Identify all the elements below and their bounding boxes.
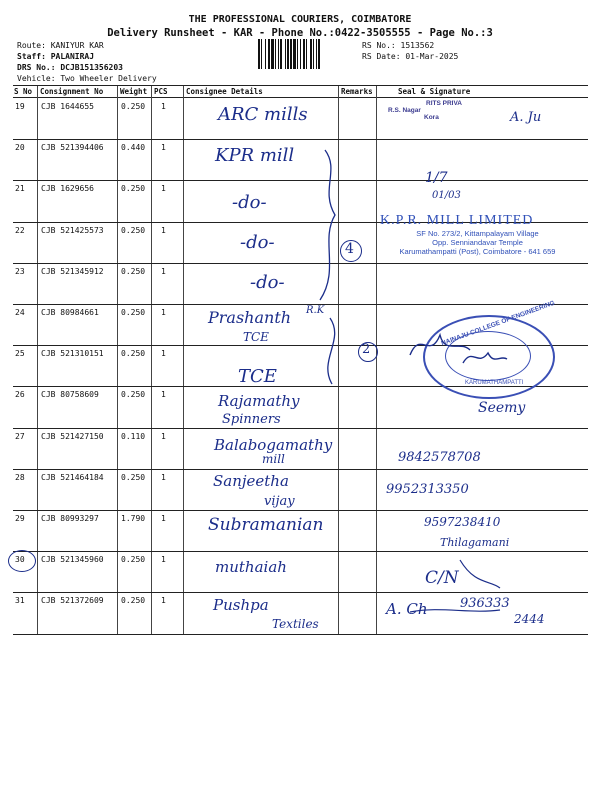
- signature-29-phone: 9597238410: [424, 515, 501, 529]
- row-sno: 20: [15, 143, 25, 153]
- col-header-consignee: Consignee Details: [186, 87, 263, 96]
- handwritten-consignee: -do-: [250, 272, 285, 293]
- handwritten-consignee: TCE: [238, 366, 277, 387]
- handwritten-consignee: -do-: [240, 232, 275, 253]
- signature-29: Thilagamani: [440, 536, 510, 549]
- row-weight: 1.790: [121, 514, 146, 523]
- col-header-signature: Seal & Signature: [398, 87, 471, 96]
- row-sno: 19: [15, 102, 25, 111]
- row-sno: 25: [15, 349, 25, 359]
- handwritten-consignee: ARC mills: [218, 104, 308, 125]
- row-pcs: 1: [161, 225, 166, 235]
- bracket-mark: [320, 150, 335, 300]
- row-consignment-no: CJB 80984661: [41, 308, 99, 317]
- row-30-circle: [8, 550, 36, 572]
- row-sno: 24: [15, 308, 25, 317]
- bracket-mark: [328, 318, 335, 384]
- handwritten-consignee: vijay: [264, 494, 295, 509]
- row-weight: 0.250: [121, 472, 146, 482]
- handwritten-consignee: mill: [262, 452, 285, 466]
- signature-26: Seemy: [478, 400, 526, 416]
- runsheet-title: Delivery Runsheet - KAR - Phone No.:0422-3505555 - Page No.:3: [107, 27, 493, 39]
- row-consignment-no: CJB 521345960: [41, 555, 104, 565]
- signature-25: [460, 345, 510, 370]
- handwritten-consignee: R.K: [306, 305, 325, 316]
- row-consignment-no: CJB 521464184: [41, 472, 104, 482]
- handwritten-consignee: Prashanth: [208, 308, 292, 327]
- route-label: Route: KANIYUR KAR: [17, 41, 104, 50]
- row-weight: 0.250: [121, 349, 146, 359]
- row-consignment-no: CJB 80993297: [41, 514, 99, 523]
- signature-28: 9952313350: [386, 482, 469, 497]
- col-header-sno: S No: [14, 87, 33, 96]
- row-sno: 27: [15, 431, 25, 441]
- row-sno: 30: [15, 555, 25, 565]
- handwritten-consignee: Subramanian: [208, 515, 324, 535]
- row-pcs: 1: [161, 102, 166, 111]
- row-consignment-no: CJB 521372609: [41, 596, 104, 606]
- company-stamp-top: RITS PRIVA R.S. Nagar Kora: [388, 100, 462, 121]
- row-weight: 0.250: [121, 308, 146, 317]
- row-weight: 0.250: [121, 225, 146, 235]
- signature-31-phone: 936333: [460, 596, 510, 611]
- row-pcs: 1: [161, 349, 166, 359]
- row-sno: 22: [15, 225, 25, 235]
- row-consignment-no: CJB 80758609: [41, 390, 99, 400]
- col-header-weight: Weight: [120, 87, 148, 96]
- seal-text: KARUMATHAMPATTI: [465, 380, 524, 386]
- row-sno: 31: [15, 596, 25, 606]
- signature-21-date: 01/03: [432, 190, 461, 201]
- handwritten-consignee: Textiles: [272, 617, 319, 631]
- signature-stroke: [460, 560, 500, 588]
- row-pcs: 1: [161, 555, 166, 565]
- row-consignment-no: CJB 1629656: [41, 184, 94, 194]
- signature-27: 9842578708: [398, 450, 481, 465]
- row-weight: 0.250: [121, 596, 146, 606]
- handwritten-consignee: TCE: [243, 330, 269, 344]
- handwritten-consignee: Balabogamathy: [214, 436, 333, 454]
- signature-30: C/N: [425, 568, 459, 588]
- row-consignment-no: CJB 521427150: [41, 431, 104, 441]
- col-header-consignment: Consignment No: [40, 87, 104, 96]
- row-sno: 23: [15, 266, 25, 276]
- row-pcs: 1: [161, 514, 166, 523]
- company-title: THE PROFESSIONAL COURIERS, COIMBATORE: [188, 14, 412, 25]
- row-pcs: 1: [161, 390, 166, 400]
- row-pcs: 1: [161, 184, 166, 194]
- rs-no-label: RS No.: 1513562: [362, 41, 435, 50]
- rs-date-label: RS Date: 01-Mar-2025: [362, 52, 459, 61]
- row-consignment-no: CJB 521394406: [41, 143, 104, 153]
- row-pcs: 1: [161, 308, 166, 317]
- row-pcs: 1: [161, 143, 166, 153]
- row-sno: 28: [15, 472, 25, 482]
- handwritten-consignee: Rajamathy: [218, 392, 300, 410]
- row-weight: 0.250: [121, 184, 146, 194]
- remark-number: 2: [362, 342, 371, 357]
- row-sno: 21: [15, 184, 25, 194]
- row-weight: 0.250: [121, 390, 146, 400]
- signature-21: 1/7: [425, 170, 448, 186]
- signature-31-phone-end: 2444: [514, 612, 545, 626]
- row-weight: 0.250: [121, 555, 146, 565]
- col-header-pcs: PCS: [154, 87, 168, 96]
- col-header-remarks: Remarks: [341, 87, 373, 96]
- row-consignment-no: CJB 521310151: [41, 349, 104, 359]
- row-consignment-no: CJB 521425573: [41, 225, 104, 235]
- row-sno: 26: [15, 390, 25, 400]
- kpr-mill-stamp: K.P.R. MILL LIMITED SF No. 273/2, Kittampalayam Village Opp. Senniandavar Temple Karumathampatti (Post), Coimbatore - 641 659: [380, 213, 556, 256]
- row-consignment-no: CJB 1644655: [41, 102, 94, 111]
- row-weight: 0.250: [121, 266, 146, 276]
- seal-text: NAINAJU COLLEGE OF ENGINEERING: [440, 299, 556, 348]
- row-weight: 0.110: [121, 431, 146, 441]
- row-consignment-no: CJB 521345912: [41, 266, 104, 276]
- staff-label: Staff: PALANIRAJ: [17, 52, 95, 61]
- row-pcs: 1: [161, 431, 166, 441]
- handwritten-consignee: -do-: [232, 192, 267, 213]
- row-pcs: 1: [161, 472, 166, 482]
- handwritten-consignee: Pushpa: [213, 596, 269, 614]
- handwritten-consignee: Spinners: [222, 412, 281, 427]
- row-pcs: 1: [161, 266, 166, 276]
- vehicle-label: Vehicle: Two Wheeler Delivery: [17, 74, 157, 83]
- signature-19: A. Ju: [510, 110, 542, 125]
- handwritten-consignee: KPR mill: [215, 145, 295, 166]
- row-weight: 0.250: [121, 102, 146, 111]
- handwritten-consignee: Sanjeetha: [213, 472, 289, 490]
- handwritten-consignee: muthaiah: [215, 558, 287, 576]
- row-sno: 29: [15, 514, 25, 523]
- remark-number: 4: [345, 241, 354, 257]
- row-pcs: 1: [161, 596, 166, 606]
- drs-label: DRS No.: DCJB151356203: [17, 63, 123, 72]
- signature-31: A. Ch: [386, 600, 428, 618]
- row-weight: 0.440: [121, 143, 146, 153]
